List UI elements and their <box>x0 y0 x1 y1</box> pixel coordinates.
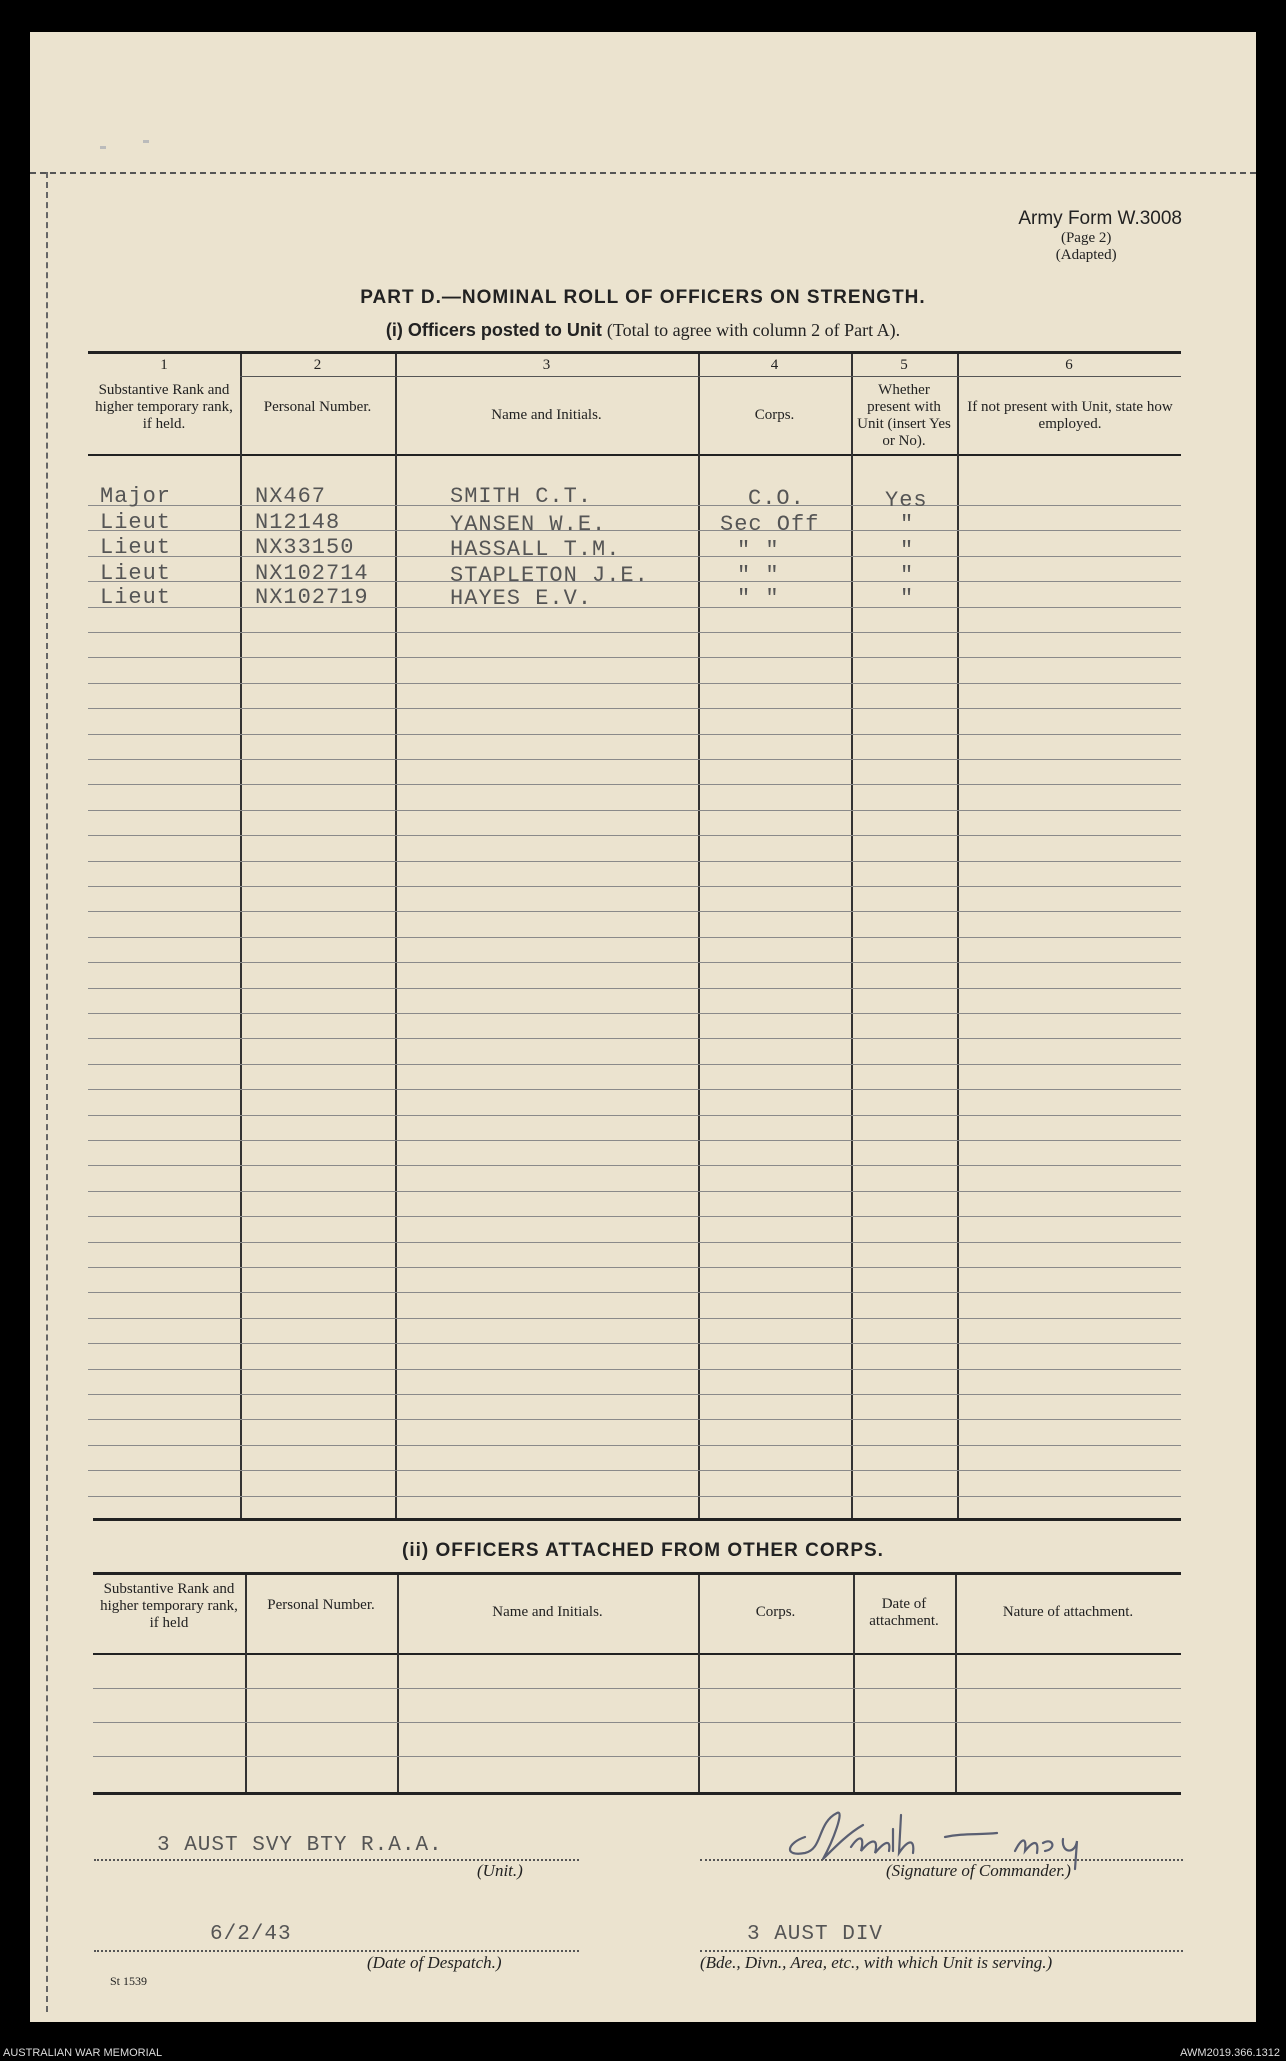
cell-rank: Lieut <box>100 585 172 610</box>
row-rule <box>88 1496 1181 1497</box>
row-rule <box>88 607 1181 608</box>
form-page: (Page 2) <box>1060 230 1112 246</box>
row-rule <box>93 1722 1181 1723</box>
cell-number: NX102719 <box>255 585 369 610</box>
row-rule <box>88 911 1181 912</box>
cell-rank: Lieut <box>100 561 172 586</box>
column-number: 3 <box>542 357 551 373</box>
perforation-line <box>30 172 1256 174</box>
header-nature-attachment: Nature of attachment. <box>1002 1604 1134 1620</box>
table-top-border <box>88 351 1181 354</box>
row-rule <box>88 1140 1181 1141</box>
table-top-border <box>93 1572 1181 1575</box>
row-rule <box>88 759 1181 760</box>
cell-present: " <box>900 512 915 537</box>
header-personal-number: Personal Number. <box>263 399 372 415</box>
row-rule <box>88 1470 1181 1471</box>
column-number: 4 <box>770 357 779 373</box>
cell-name: HASSALL T.M. <box>450 537 621 562</box>
row-rule <box>88 632 1181 633</box>
part-d-subtitle <box>0 320 1286 341</box>
part-d-title: PART D.—NOMINAL ROLL OF OFFICERS ON STRENGTH. <box>360 287 926 308</box>
row-rule <box>88 1115 1181 1116</box>
row-rule <box>88 886 1181 887</box>
column-number: 6 <box>1065 357 1073 373</box>
row-rule <box>88 988 1181 989</box>
cell-present: " <box>900 586 915 611</box>
cell-present: " <box>900 538 915 563</box>
cell-name: STAPLETON J.E. <box>450 563 649 588</box>
column-divider <box>955 1575 957 1792</box>
header-present: Whether present with Unit (insert Yes or No). <box>857 382 951 449</box>
cell-number: NX33150 <box>255 535 355 560</box>
row-rule <box>88 962 1181 963</box>
form-adapted: (Adapted) <box>1055 247 1117 263</box>
formation-value: 3 AUST DIV <box>747 1923 884 1946</box>
row-rule <box>88 1191 1181 1192</box>
form-title: Army Form W.3008 <box>1018 208 1182 229</box>
row-rule <box>88 835 1181 836</box>
table-bottom-border <box>93 1518 1181 1521</box>
signature-caption: (Signature of Commander.) <box>886 1861 1071 1880</box>
part-ii-title: (ii) OFFICERS ATTACHED FROM OTHER CORPS. <box>402 1540 884 1561</box>
cell-name: SMITH C.T. <box>450 484 593 509</box>
header-name: Name and Initials. <box>492 1604 603 1620</box>
row-rule <box>88 556 1181 557</box>
row-rule <box>88 1089 1181 1090</box>
column-divider <box>245 1575 247 1792</box>
cell-rank: Major <box>100 484 172 509</box>
row-rule <box>88 1242 1181 1243</box>
part-d-subtitle-bold: (i) Officers posted to Unit <box>385 320 602 340</box>
row-rule <box>88 734 1181 735</box>
table-header-border <box>88 454 1181 456</box>
formation-dotted-line <box>700 1950 1183 1952</box>
row-rule <box>88 657 1181 658</box>
column-divider <box>853 1575 855 1792</box>
header-date-attachment: Date of attachment. <box>869 1596 939 1629</box>
row-rule <box>88 1318 1181 1319</box>
header-personal-number: Personal Number. <box>267 1597 375 1613</box>
row-rule <box>88 1013 1181 1014</box>
row-rule <box>88 1343 1181 1344</box>
row-rule <box>88 1419 1181 1420</box>
cell-name: YANSEN W.E. <box>450 512 607 537</box>
form-stock-number: St 1539 <box>110 1974 148 1988</box>
cell-corps: " " <box>737 563 780 588</box>
table-header-border <box>93 1653 1181 1655</box>
row-rule <box>88 937 1181 938</box>
cell-present: " <box>900 563 915 588</box>
column-number: 2 <box>313 357 322 373</box>
cell-number: NX102714 <box>255 561 369 586</box>
column-divider <box>698 1575 700 1792</box>
part-d-subtitle-plain: (Total to agree with column 2 of Part A). <box>606 320 901 340</box>
column-number: 5 <box>900 357 908 373</box>
header-name: Name and Initials. <box>491 407 602 423</box>
header-corps: Corps. <box>754 407 795 423</box>
cell-name: HAYES E.V. <box>450 586 593 611</box>
unit-caption: (Unit.) <box>477 1861 523 1880</box>
row-rule <box>93 1756 1181 1757</box>
paper-mark <box>100 146 106 149</box>
row-rule <box>88 1064 1181 1065</box>
row-rule <box>88 784 1181 785</box>
header-rank: Substantive Rank and higher temporary rank, if held. <box>95 382 233 432</box>
row-rule <box>93 1688 1181 1689</box>
row-rule <box>88 1369 1181 1370</box>
date-dotted-line <box>94 1950 579 1952</box>
cell-rank: Lieut <box>100 535 172 560</box>
header-rank: Substantive Rank and higher temporary rank, if held <box>100 1581 238 1631</box>
cell-corps: " " <box>737 586 780 611</box>
paper-mark <box>143 140 149 143</box>
row-rule <box>88 530 1181 531</box>
formation-caption: (Bde., Divn., Area, etc., with which Unit is serving.) <box>700 1953 1053 1972</box>
header-corps: Corps. <box>755 1604 796 1620</box>
column-divider <box>397 1575 399 1792</box>
form-identifier <box>1018 208 1182 264</box>
date-caption: (Date of Despatch.) <box>367 1953 502 1972</box>
row-rule <box>88 861 1181 862</box>
column-number: 1 <box>160 357 168 373</box>
cell-corps: " " <box>737 538 780 563</box>
cell-present: Yes <box>885 488 928 513</box>
unit-value: 3 AUST SVY BTY R.A.A. <box>157 1834 443 1857</box>
row-rule <box>88 505 1181 506</box>
row-rule <box>88 683 1181 684</box>
row-rule <box>88 1394 1181 1395</box>
cell-number: N12148 <box>255 510 341 535</box>
archive-credit: AUSTRALIAN WAR MEMORIAL <box>3 2047 163 2059</box>
table-bottom-border <box>93 1792 1181 1795</box>
row-rule <box>88 1165 1181 1166</box>
row-rule <box>88 810 1181 811</box>
number-row-rule <box>240 376 1181 377</box>
header-employment: If not present with Unit, state how employed. <box>967 399 1173 432</box>
row-rule <box>88 1038 1181 1039</box>
cell-number: NX467 <box>255 484 327 509</box>
row-rule <box>88 1267 1181 1268</box>
row-rule <box>88 708 1181 709</box>
cell-rank: Lieut <box>100 510 172 535</box>
cell-corps: C.O. <box>748 486 805 511</box>
archive-id: AWM2019.366.1312 <box>1180 2047 1280 2059</box>
cell-corps: Sec Off <box>720 512 820 537</box>
date-value: 6/2/43 <box>210 1923 292 1946</box>
row-rule <box>88 1292 1181 1293</box>
row-rule <box>88 1445 1181 1446</box>
left-perforation-line <box>46 172 48 2012</box>
row-rule <box>88 1216 1181 1217</box>
